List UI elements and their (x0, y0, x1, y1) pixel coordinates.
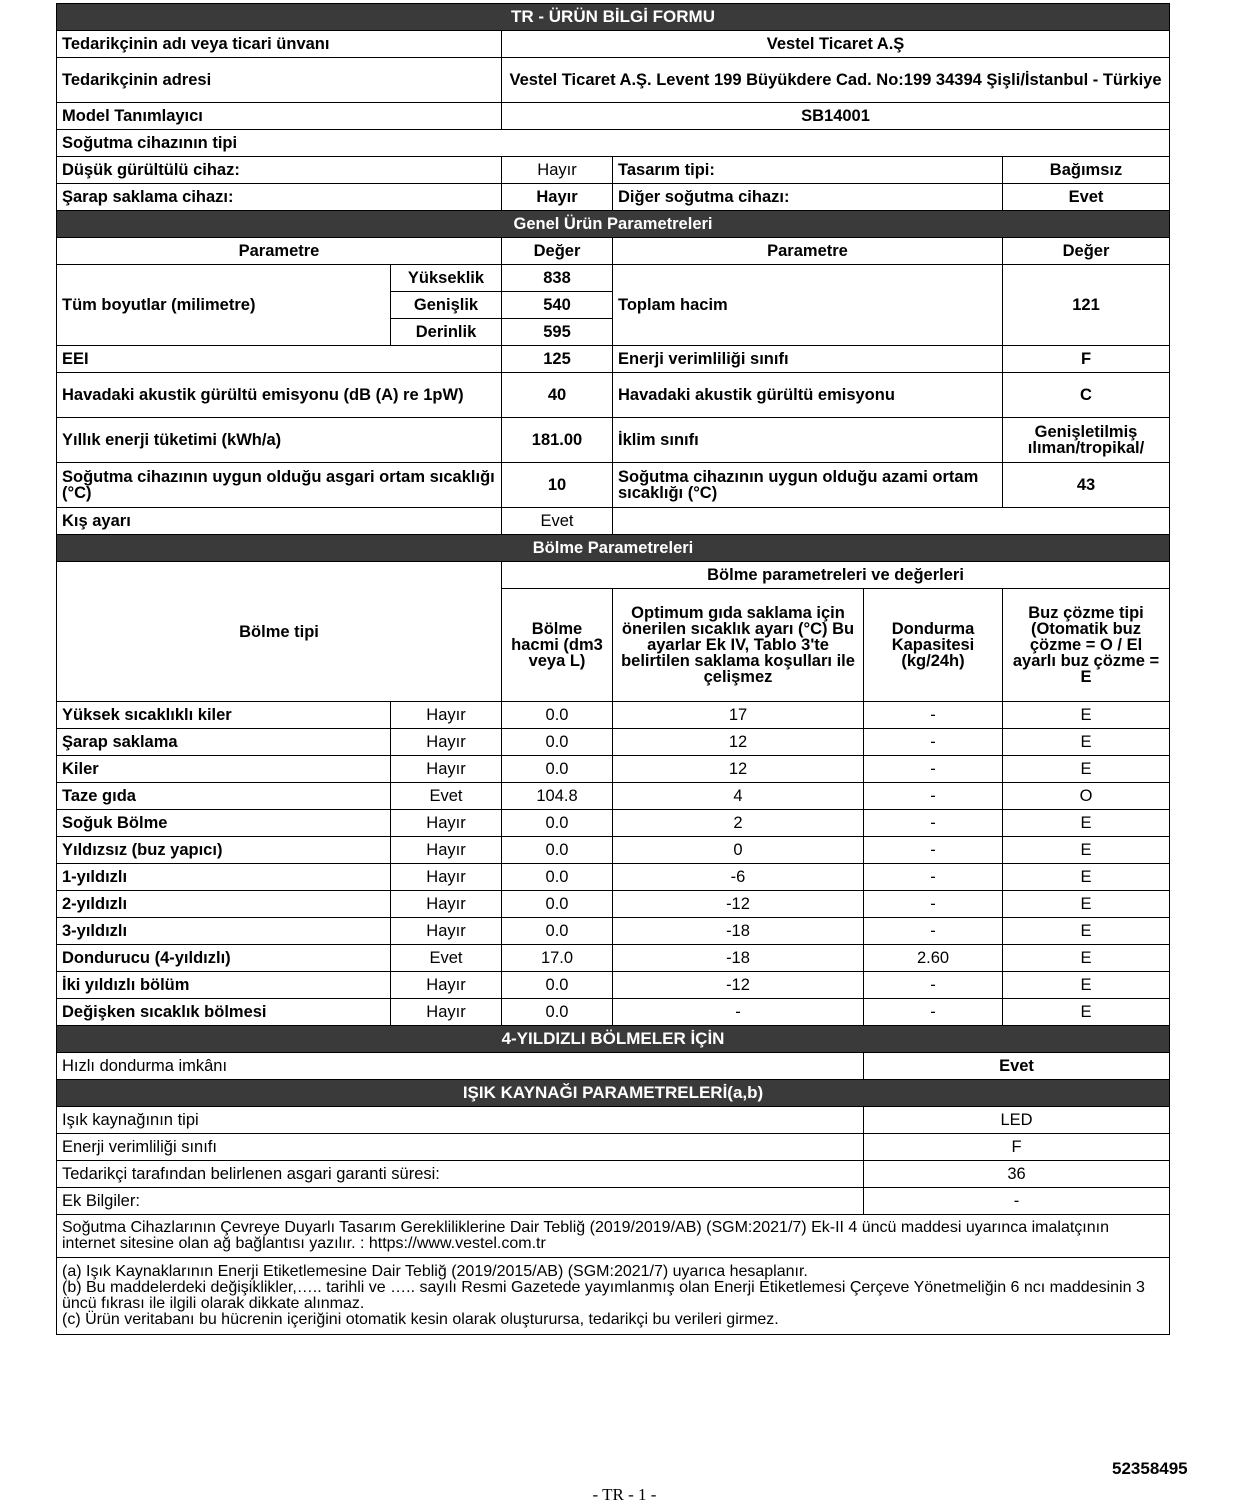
page-number: - TR - 1 - (592, 1485, 657, 1504)
compartment-name: Taze gıda (57, 783, 391, 810)
compartment-row (57, 918, 1170, 945)
compartment-row (57, 756, 1170, 783)
compartment-temp: 4 (613, 783, 864, 810)
compartment-volume: 0.0 (502, 756, 613, 783)
noise-class-value: C (1003, 373, 1170, 418)
compartment-volume: 0.0 (502, 972, 613, 999)
compartment-defrost: E (1003, 810, 1170, 837)
max-temp-label: Soğutma cihazının uygun olduğu azami ortam sıcaklığı (°C) (613, 463, 1003, 508)
compartment-present: Evet (391, 945, 502, 972)
light-class-label: Enerji verimliliği sınıfı (57, 1134, 864, 1161)
compartment-defrost: E (1003, 945, 1170, 972)
light-source-header: IŞIK KAYNAĞI PARAMETRELERİ(a,b) (57, 1080, 1170, 1107)
model-value: SB14001 (502, 103, 1170, 130)
winter-setting-label: Kış ayarı (57, 508, 502, 535)
winter-setting-value: Evet (502, 508, 613, 535)
dimensions-label: Tüm boyutlar (milimetre) (57, 265, 391, 346)
compartment-name: Dondurucu (4-yıldızlı) (57, 945, 391, 972)
design-type-label: Tasarım tipi: (613, 157, 1003, 184)
compartment-present: Hayır (391, 918, 502, 945)
compartment-volume: 0.0 (502, 999, 613, 1026)
compartment-temp: 12 (613, 729, 864, 756)
noise-db-label: Havadaki akustik gürültü emisyonu (dB (A) re 1pW) (57, 373, 502, 418)
compartment-temp: 0 (613, 837, 864, 864)
supplier-name-value: Vestel Ticaret A.Ş (502, 31, 1170, 58)
compartment-volume-header: Bölme hacmi (dm3 veya L) (502, 589, 613, 702)
light-class-value: F (864, 1134, 1170, 1161)
min-temp-label: Soğutma cihazının uygun olduğu asgari ortam sıcaklığı (°C) (57, 463, 502, 508)
compartment-freeze-capacity: - (864, 702, 1003, 729)
annual-energy-value: 181.00 (502, 418, 613, 463)
min-temp-value: 10 (502, 463, 613, 508)
compartment-temp-header: Optimum gıda saklama için önerilen sıcaklık ayarı (°C) Bu ayarlar Ek IV, Tablo 3'te belirtilen saklama koşulları ile çelişmez (613, 589, 864, 702)
compartment-present: Hayır (391, 999, 502, 1026)
width-value: 540 (502, 292, 613, 319)
compartment-row (57, 810, 1170, 837)
compartment-volume: 0.0 (502, 918, 613, 945)
compartment-present: Hayır (391, 837, 502, 864)
energy-class-value: F (1003, 346, 1170, 373)
general-params-header: Genel Ürün Parametreleri (57, 211, 1170, 238)
value-header: Değer (1003, 238, 1170, 265)
low-noise-label: Düşük gürültülü cihaz: (57, 157, 502, 184)
total-volume-value: 121 (1003, 265, 1170, 346)
compartment-freeze-capacity: - (864, 918, 1003, 945)
warranty-label: Tedarikçi tarafından belirlenen asgari garanti süresi: (57, 1161, 864, 1188)
compartment-volume: 0.0 (502, 864, 613, 891)
compartment-volume: 17.0 (502, 945, 613, 972)
compartment-freeze-capacity: 2.60 (864, 945, 1003, 972)
four-star-header: 4-YILDIZLI BÖLMELER İÇİN (57, 1026, 1170, 1053)
param-header: Parametre (57, 238, 502, 265)
extra-info-label: Ek Bilgiler: (57, 1188, 864, 1215)
compartment-name: Soğuk Bölme (57, 810, 391, 837)
fast-freeze-value: Evet (864, 1053, 1170, 1080)
model-label: Model Tanımlayıcı (57, 103, 502, 130)
compartment-freeze-capacity: - (864, 783, 1003, 810)
compartment-temp: - (613, 999, 864, 1026)
light-type-label: Işık kaynağının tipi (57, 1107, 864, 1134)
defrost-type-header: Buz çözme tipi (Otomatik buz çözme = O / El ayarlı buz çözme = E (1003, 589, 1170, 702)
compartment-row (57, 783, 1170, 810)
compartment-temp: 2 (613, 810, 864, 837)
compartment-present: Hayır (391, 972, 502, 999)
compartment-name: Kiler (57, 756, 391, 783)
compartment-row (57, 729, 1170, 756)
supplier-address-label: Tedarikçinin adresi (57, 58, 502, 103)
compartment-rows (57, 702, 1170, 1026)
footnote-a: (a) Işık Kaynaklarının Enerji Etiketlemesine Dair Tebliğ (2019/2015/AB) (SGM:2021/7) uyarıca hesaplanır. (62, 1263, 808, 1280)
compartment-volume: 104.8 (502, 783, 613, 810)
compartment-volume: 0.0 (502, 729, 613, 756)
compartment-freeze-capacity: - (864, 999, 1003, 1026)
footnote-c: (c) Ürün veritabanı bu hücrenin içeriğini otomatik kesin olarak oluşturursa, tedarikçi bu verileri girmez. (62, 1311, 779, 1328)
compartment-volume: 0.0 (502, 891, 613, 918)
compartment-row (57, 945, 1170, 972)
compartment-freeze-capacity: - (864, 729, 1003, 756)
compartment-defrost: E (1003, 891, 1170, 918)
max-temp-value: 43 (1003, 463, 1170, 508)
eei-label: EEI (57, 346, 502, 373)
compartment-row (57, 891, 1170, 918)
extra-info-value: - (864, 1188, 1170, 1215)
depth-label: Derinlik (391, 319, 502, 346)
compartment-present: Hayır (391, 864, 502, 891)
compartment-row (57, 864, 1170, 891)
compartment-name: Değişken sıcaklık bölmesi (57, 999, 391, 1026)
footnote-b: (b) Bu maddelerdeki değişiklikler,….. tarihli ve ….. sayılı Resmi Gazetede yayımlanmış olan Enerji Etiketlemesi Çerçeve Yönetmeliğin 6 ncı maddesinin 3 üncü fıkrası ile ilgili olarak dikkate alınmaz. (62, 1279, 1145, 1312)
empty-cell (613, 508, 1170, 535)
compartment-freeze-capacity: - (864, 837, 1003, 864)
supplier-address-value: Vestel Ticaret A.Ş. Levent 199 Büyükdere Cad. No:199 34394 Şişli/İstanbul - Türkiye (502, 58, 1170, 103)
weblink-note: Soğutma Cihazlarının Çevreye Duyarlı Tasarım Gerekliliklerine Dair Tebliğ (2019/2019/AB) (SGM:2021/7) Ek-II 4 üncü maddesi uyarınca imalatçının internet sitesine olan ağ bağlantısı yazılır. : https://www.vestel.com.tr (57, 1215, 1170, 1258)
low-noise-value: Hayır (502, 157, 613, 184)
compartment-freeze-capacity: - (864, 972, 1003, 999)
compartment-row (57, 999, 1170, 1026)
compartment-params-header: Bölme Parametreleri (57, 535, 1170, 562)
compartment-temp: -18 (613, 918, 864, 945)
compartment-name: Şarap saklama (57, 729, 391, 756)
compartment-defrost: E (1003, 972, 1170, 999)
compartment-defrost: E (1003, 756, 1170, 783)
compartment-name: 1-yıldızlı (57, 864, 391, 891)
warranty-value: 36 (864, 1161, 1170, 1188)
compartment-temp: -12 (613, 891, 864, 918)
compartment-freeze-capacity: - (864, 891, 1003, 918)
total-volume-label: Toplam hacim (613, 265, 1003, 346)
param-header: Parametre (613, 238, 1003, 265)
compartment-group-header: Bölme parametreleri ve değerleri (502, 562, 1170, 589)
compartment-name: İki yıldızlı bölüm (57, 972, 391, 999)
compartment-present: Evet (391, 783, 502, 810)
compartment-temp: 12 (613, 756, 864, 783)
compartment-present: Hayır (391, 756, 502, 783)
compartment-temp: -18 (613, 945, 864, 972)
value-header: Değer (502, 238, 613, 265)
noise-db-value: 40 (502, 373, 613, 418)
design-type-value: Bağımsız (1003, 157, 1170, 184)
supplier-name-label: Tedarikçinin adı veya ticari ünvanı (57, 31, 502, 58)
compartment-volume: 0.0 (502, 810, 613, 837)
compartment-defrost: E (1003, 918, 1170, 945)
height-label: Yükseklik (391, 265, 502, 292)
compartment-temp: -12 (613, 972, 864, 999)
compartment-temp: -6 (613, 864, 864, 891)
compartment-name: 2-yıldızlı (57, 891, 391, 918)
compartment-freeze-capacity: - (864, 756, 1003, 783)
compartment-name: Yıldızsız (buz yapıcı) (57, 837, 391, 864)
light-type-value: LED (864, 1107, 1170, 1134)
form-title: TR - ÜRÜN BİLGİ FORMU (57, 4, 1170, 31)
height-value: 838 (502, 265, 613, 292)
compartment-defrost: E (1003, 702, 1170, 729)
compartment-defrost: O (1003, 783, 1170, 810)
annual-energy-label: Yıllık enerji tüketimi (kWh/a) (57, 418, 502, 463)
eei-value: 125 (502, 346, 613, 373)
compartment-row (57, 837, 1170, 864)
compartment-freeze-capacity: - (864, 864, 1003, 891)
product-info-form (56, 3, 1170, 1335)
compartment-present: Hayır (391, 702, 502, 729)
compartment-volume: 0.0 (502, 702, 613, 729)
other-appliance-value: Evet (1003, 184, 1170, 211)
compartment-defrost: E (1003, 837, 1170, 864)
compartment-freeze-capacity: - (864, 810, 1003, 837)
climate-class-value: Genişletilmiş ılıman/tropikal/ (1003, 418, 1170, 463)
compartment-present: Hayır (391, 891, 502, 918)
compartment-temp: 17 (613, 702, 864, 729)
width-label: Genişlik (391, 292, 502, 319)
compartment-present: Hayır (391, 810, 502, 837)
compartment-volume: 0.0 (502, 837, 613, 864)
footnotes (57, 1258, 1170, 1335)
compartment-defrost: E (1003, 999, 1170, 1026)
fast-freeze-label: Hızlı dondurma imkânı (57, 1053, 864, 1080)
document-code: 52358495 (1112, 1459, 1188, 1478)
wine-storage-value: Hayır (502, 184, 613, 211)
appliance-type-label: Soğutma cihazının tipi (57, 130, 1170, 157)
compartment-present: Hayır (391, 729, 502, 756)
compartment-row (57, 972, 1170, 999)
compartment-defrost: E (1003, 864, 1170, 891)
compartment-type-header: Bölme tipi (57, 562, 502, 702)
compartment-name: Yüksek sıcaklıklı kiler (57, 702, 391, 729)
other-appliance-label: Diğer soğutma cihazı: (613, 184, 1003, 211)
freezing-capacity-header: Dondurma Kapasitesi (kg/24h) (864, 589, 1003, 702)
noise-class-label: Havadaki akustik gürültü emisyonu (613, 373, 1003, 418)
wine-storage-label: Şarap saklama cihazı: (57, 184, 502, 211)
depth-value: 595 (502, 319, 613, 346)
compartment-defrost: E (1003, 729, 1170, 756)
energy-class-label: Enerji verimliliği sınıfı (613, 346, 1003, 373)
compartment-name: 3-yıldızlı (57, 918, 391, 945)
compartment-row (57, 702, 1170, 729)
climate-class-label: İklim sınıfı (613, 418, 1003, 463)
